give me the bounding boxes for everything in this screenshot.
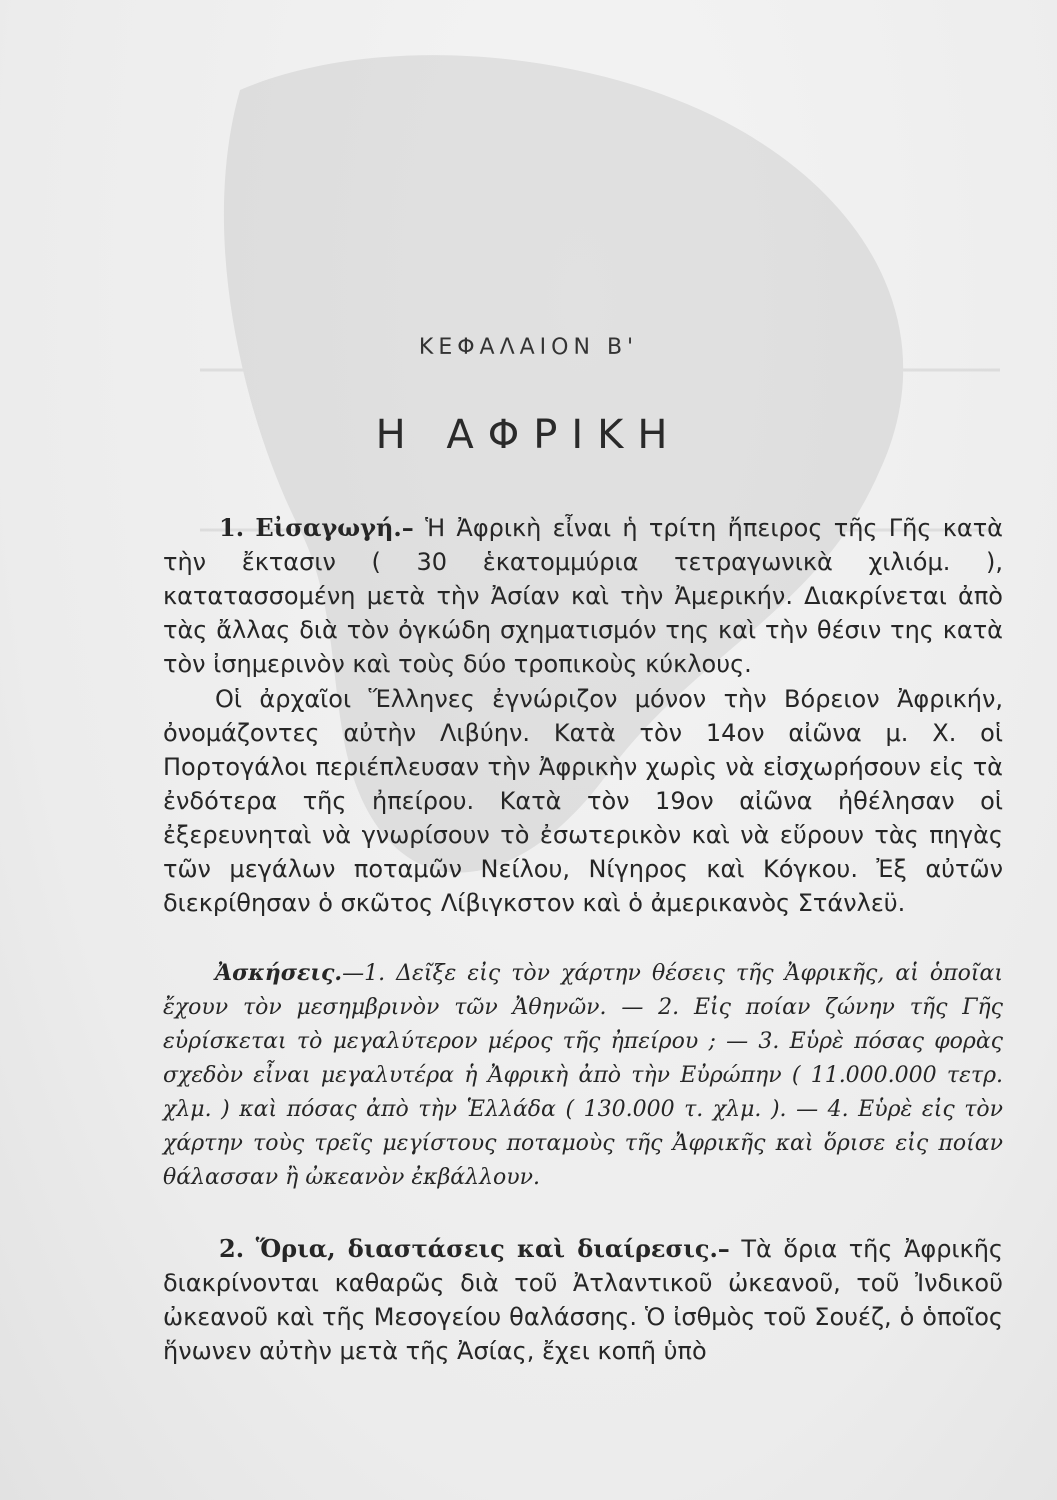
exercises-label: Ἀσκήσεις. [215,960,343,986]
section-2-borders [163,1232,1003,1368]
exercises-text: —1. Δεῖξε εἰς τὸν χάρτην θέσεις τῆς Ἀφρικῆς, αἱ ὁποῖαι ἔχουν τὸν μεσημβρινὸν τῶν Ἀθηνῶν. — 2. Εἰς ποίαν ζώνην τῆς Γῆς εὑρίσκεται τὸ μεγαλύτερον μέρος τῆς ἠπείρου ; — 3. Εὑρὲ πόσας φορὰς σχεδὸν εἶναι μεγαλυτέρα ἡ Ἀφρικὴ ἀπὸ τὴν Εὐρώπην ( 11.000.000 τετρ. χλμ. ) καὶ πόσας ἀπὸ τὴν Ἑλλάδα ( 130.000 τ. χλμ. ). — 4. Εὑρὲ εἰς τὸν χάρτην τοὺς τρεῖς μεγίστους ποταμοὺς τῆς Ἀφρικῆς καὶ ὅρισε εἰς ποίαν θάλασσαν ἢ ὠκεανὸν ἐκβάλλουν. [163,961,1003,1190]
section-1-history: Οἱ ἀρχαῖοι Ἕλληνες ἐγνώριζον μόνον τὴν Βόρειον Ἀφρικήν, ὀνομάζοντες αὐτὴν Λιβύην. Κατὰ τὸν 14ον αἰῶνα μ. Χ. οἱ Πορτογάλοι περιέπλευσαν τὴν Ἀφρικὴν χωρὶς νὰ εἰσχωρήσουν εἰς τὰ ἐνδότερα τῆς ἠπείρου. Κατὰ τὸν 19ον αἰῶνα ἠθέλησαν οἱ ἐξερευνηταὶ νὰ γνωρίσουν τὸ ἐσωτερικὸν καὶ νὰ εὕρουν τὰς πηγὰς τῶν μεγάλων ποταμῶν Νείλου, Νίγηρος καὶ Κόγκου. Ἐξ αὐτῶν διεκρίθησαν ὁ σκῶτος Λίβιγκστον καὶ ὁ ἀμερικανὸς Στάνλεϋ. [163,685,1003,917]
section-2-number: 2. [219,1234,245,1263]
section-1-heading: Εἰσαγωγή.– [255,513,414,542]
section-2-heading: Ὅρια, διαστάσεις καὶ διαίρεσις.– [255,1234,730,1263]
chapter-label: ΚΕΦΑΛΑΙΟΝ Β' [418,335,639,360]
page-title: Η ΑΦΡΙΚΗ [375,412,682,458]
section-2-text: Τὰ ὅρια τῆς Ἀφρικῆς διακρίνονται καθαρῶς διὰ τοῦ Ἀτλαντικοῦ ὠκεανοῦ, τοῦ Ἰνδικοῦ ὠκεανοῦ καὶ τῆς Μεσογείου θαλάσσης. Ὁ ἰσθμὸς τοῦ Σουέζ, ὁ ὁποῖος ἥνωνεν αὐτὴν μετὰ τῆς Ἀσίας, ἔχει κοπῆ ὑπὸ [163,1235,1003,1365]
section-1-intro [163,511,1003,681]
section-1-number: 1. [219,513,245,542]
exercises-block [163,956,1003,1195]
section-1-text: Ἡ Ἀφρικὴ εἶναι ἡ τρίτη ἤπειρος τῆς Γῆς κατὰ τὴν ἔκτασιν ( 30 ἑκατομμύρια τετραγωνικὰ χιλιόμ. ), κατατασσομένη μετὰ τὴν Ἀσίαν καὶ τὴν Ἀμερικήν. Διακρίνεται ἀπὸ τὰς ἄλλας διὰ τὸν ὀγκώδη σχηματισμόν της καὶ τὴν θέσιν της κατὰ τὸν ἰσημερινὸν καὶ τοὺς δύο τροπικοὺς κύκλους. [163,514,1003,678]
